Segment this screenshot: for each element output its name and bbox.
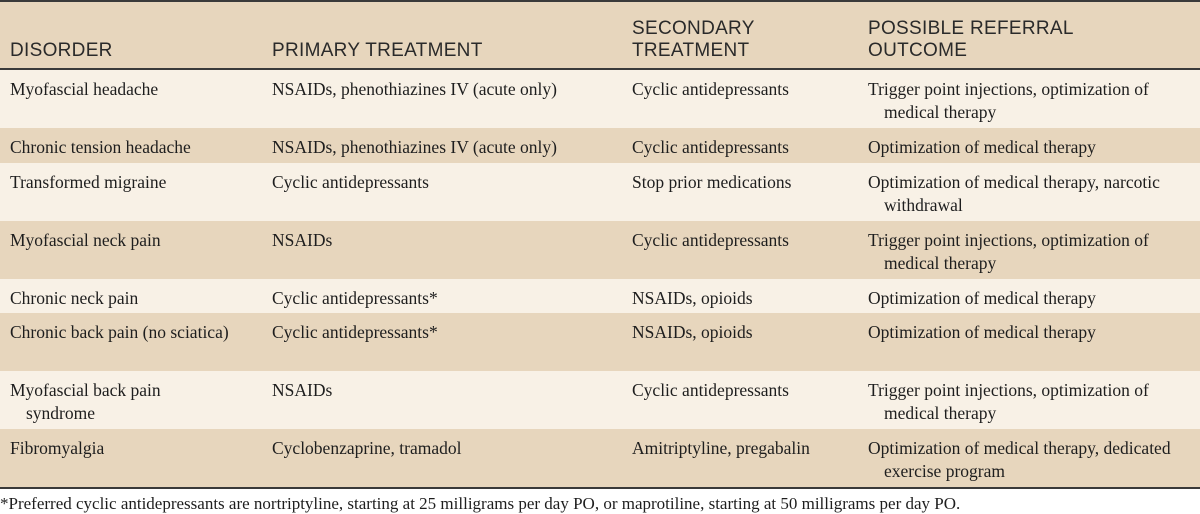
cell-text: Cyclic antidepressants*: [272, 288, 438, 308]
cell-primary: [262, 313, 622, 371]
table-row: [0, 371, 1200, 429]
cell-primary: [262, 429, 622, 487]
cell-text: NSAIDs: [272, 230, 333, 250]
table-row: [0, 128, 1200, 163]
cell-text: Trigger point injections, optimization of medical therapy: [868, 380, 1149, 423]
cell-text: Amitriptyline, pregabalin: [632, 438, 810, 458]
cell-primary: [262, 128, 622, 163]
table-row: [0, 163, 1200, 221]
cell-text: Chronic tension headache: [10, 137, 191, 157]
table-footnote: *Preferred cyclic antidepressants are nortriptyline, starting at 25 milligrams per day PO, or maprotiline, starting at 50 milligrams per day PO.: [0, 494, 961, 513]
cell-secondary: [622, 279, 858, 313]
cell-primary: [262, 69, 622, 128]
cell-referral: [858, 163, 1200, 221]
cell-secondary: [622, 429, 858, 487]
cell-disorder: [0, 429, 262, 487]
cell-text: Trigger point injections, optimization of medical therapy: [868, 79, 1149, 122]
cell-referral: [858, 313, 1200, 371]
cell-text: Cyclic antidepressants: [632, 380, 789, 400]
cell-text: Optimization of medical therapy: [868, 137, 1096, 157]
cell-secondary: [622, 371, 858, 429]
cell-disorder: [0, 221, 262, 279]
cell-secondary: [622, 313, 858, 371]
cell-text: Myofascial back pain syndrome: [10, 380, 161, 423]
cell-referral: [858, 279, 1200, 313]
cell-secondary: [622, 69, 858, 128]
cell-text: Optimization of medical therapy: [868, 288, 1096, 308]
cell-disorder: [0, 128, 262, 163]
cell-text: Chronic neck pain: [10, 288, 139, 308]
table-row: [0, 279, 1200, 313]
cell-text: Myofascial headache: [10, 79, 159, 99]
cell-secondary: [622, 128, 858, 163]
header-primary-treatment: PRIMARY TREATMENT: [262, 2, 622, 69]
table-row: [0, 69, 1200, 128]
cell-secondary: [622, 221, 858, 279]
cell-text: Transformed migraine: [10, 172, 167, 192]
cell-text: NSAIDs: [272, 380, 333, 400]
cell-text: Chronic back pain (no sciatica): [10, 322, 229, 342]
cell-text: Cyclobenzaprine, tramadol: [272, 438, 462, 458]
cell-text: NSAIDs, opioids: [632, 322, 753, 342]
cell-text: NSAIDs, opioids: [632, 288, 753, 308]
cell-secondary: [622, 163, 858, 221]
cell-referral: [858, 429, 1200, 487]
cell-text: Trigger point injections, optimization of medical therapy: [868, 230, 1149, 273]
cell-disorder: [0, 313, 262, 371]
cell-referral: [858, 128, 1200, 163]
cell-referral: [858, 371, 1200, 429]
cell-referral: [858, 69, 1200, 128]
cell-primary: [262, 163, 622, 221]
cell-disorder: [0, 279, 262, 313]
cell-primary: [262, 279, 622, 313]
header-referral-outcome: POSSIBLE REFERRAL OUTCOME: [858, 2, 1200, 69]
cell-referral: [858, 221, 1200, 279]
cell-text: Fibromyalgia: [10, 438, 105, 458]
cell-text: Cyclic antidepressants: [632, 230, 789, 250]
table-row: [0, 221, 1200, 279]
cell-primary: [262, 221, 622, 279]
cell-text: Cyclic antidepressants: [632, 79, 789, 99]
table-row: [0, 313, 1200, 371]
cell-text: Cyclic antidepressants: [632, 137, 789, 157]
cell-text: Cyclic antidepressants: [272, 172, 429, 192]
cell-text: Optimization of medical therapy, dedicated exercise program: [868, 438, 1171, 481]
cell-text: Stop prior medications: [632, 172, 792, 192]
table-bottom-rule: [0, 487, 1200, 489]
cell-text: Cyclic antidepressants*: [272, 322, 438, 342]
table-header-row: [0, 2, 1200, 69]
cell-disorder: [0, 371, 262, 429]
cell-text: NSAIDs, phenothiazines IV (acute only): [272, 137, 557, 157]
cell-text: NSAIDs, phenothiazines IV (acute only): [272, 79, 557, 99]
table-row: [0, 429, 1200, 487]
header-disorder: DISORDER: [0, 2, 262, 69]
cell-disorder: [0, 69, 262, 128]
cell-text: Myofascial neck pain: [10, 230, 161, 250]
cell-disorder: [0, 163, 262, 221]
treatment-table: [0, 2, 1200, 487]
cell-primary: [262, 371, 622, 429]
cell-text: Optimization of medical therapy: [868, 322, 1096, 342]
header-secondary-treatment: SECONDARY TREATMENT: [622, 2, 858, 69]
cell-text: Optimization of medical therapy, narcotic withdrawal: [868, 172, 1160, 215]
